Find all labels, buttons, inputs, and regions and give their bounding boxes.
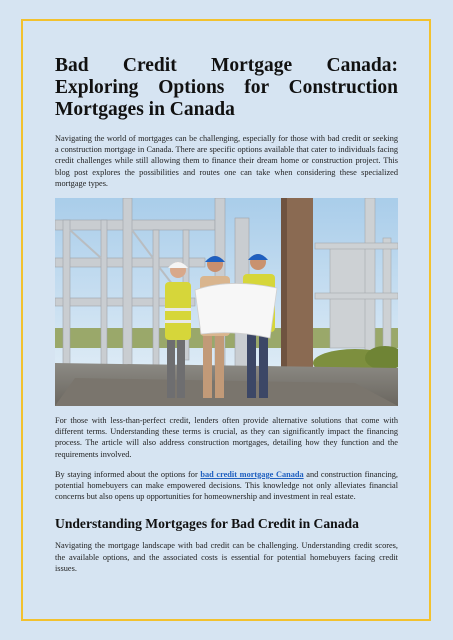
article-body	[55, 55, 398, 574]
intro-paragraph: Navigating the world of mortgages can be challenging, especially for those with bad credit or seeking a construction mortgage in Canada. There are specific options available that cater to individuals facing credit challenges while still allowing them to finance their dream home or construction project. This blog post explores the possibilities and routes one can take when considering these specialized mortgage types.	[55, 134, 398, 188]
credit-terms-paragraph: For those with less-than-perfect credit, lenders often provide alternative solutions that come with different terms. Understanding these terms is crucial, as they can significantly impact the financing process. The article will also address construction mortgages, detailing how they function and the requirements involved.	[55, 416, 398, 459]
article-title: Bad Credit Mortgage Canada: Exploring Options for Construction Mortgages in Canada	[55, 55, 398, 120]
section-heading: Understanding Mortgages for Bad Credit in Canada	[55, 516, 359, 532]
informed-options-paragraph	[55, 469, 398, 503]
mortgage-landscape-paragraph: Navigating the mortgage landscape with bad credit can be challenging. Understanding credit scores, the available options, and the associated costs is essential for potential homebuyers facing credit issues.	[55, 541, 398, 573]
paragraph3-tail: and construction financing, potential homebuyers can make empowered decisions. This knowledge not only alleviates financial concerns but also opens up opportunities for homeownership and investment in real estate.	[55, 469, 399, 502]
bad-credit-mortgage-link[interactable]: bad credit mortgage Canada	[200, 469, 304, 479]
construction-site-photo	[55, 198, 398, 406]
paragraph3-lead: By staying informed about the options for	[55, 469, 201, 479]
